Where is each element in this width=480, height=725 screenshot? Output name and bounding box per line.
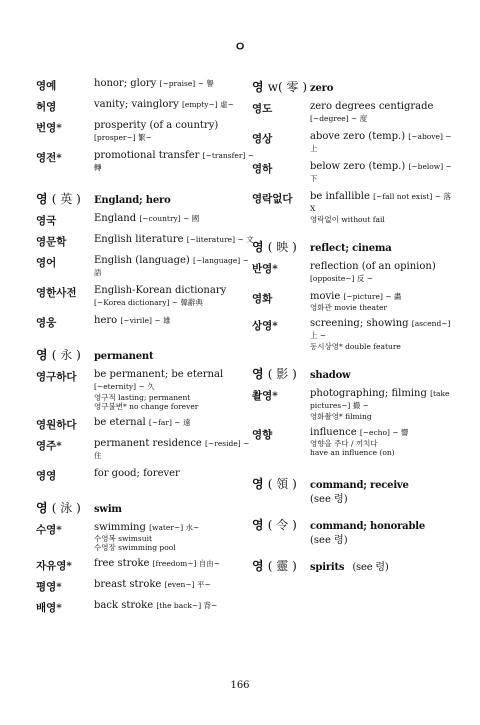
definition-text: influence bbox=[310, 427, 357, 438]
entry-row bbox=[36, 579, 258, 594]
entry-definition bbox=[310, 388, 452, 412]
definition-text: swimming bbox=[94, 522, 146, 533]
headword-korean: 영 bbox=[252, 80, 264, 94]
example-line: have an influence (on) bbox=[310, 448, 395, 457]
entry-body bbox=[310, 161, 452, 185]
etymology: [~eternity] ~ 久 bbox=[94, 382, 155, 391]
entry-headword: 영전* bbox=[36, 152, 62, 164]
section-gloss: command; receive bbox=[310, 480, 409, 491]
entry-body bbox=[94, 255, 258, 279]
entry-row bbox=[252, 261, 452, 285]
etymology: [~transfer] ~ 轉 bbox=[94, 151, 255, 172]
entry-headword: 영원하다 bbox=[36, 419, 77, 431]
entry-body bbox=[94, 120, 258, 144]
entry-headword: 영도 bbox=[252, 103, 273, 115]
dictionary-section bbox=[252, 557, 452, 574]
entry-row bbox=[252, 318, 452, 351]
etymology: [~praise] ~ 譽 bbox=[159, 79, 214, 88]
entry-definition bbox=[94, 150, 258, 174]
entry-definition bbox=[310, 318, 452, 342]
entry-definition bbox=[94, 315, 258, 327]
entry-body bbox=[94, 315, 258, 330]
definition-text: hero bbox=[94, 315, 118, 326]
etymology: [~above] ~ 上 bbox=[310, 132, 452, 153]
etymology: [ascend~] 上 ~ bbox=[310, 319, 451, 340]
entry-row bbox=[252, 291, 452, 312]
section-gloss: England; hero bbox=[94, 195, 171, 206]
dictionary-section bbox=[36, 78, 258, 174]
etymology: [~literature] ~ 文 bbox=[186, 235, 254, 244]
headword-hanja: ( 領 ) bbox=[267, 477, 297, 491]
entry-body bbox=[94, 285, 258, 309]
entry-headword: 영영 bbox=[36, 470, 57, 482]
entry-body bbox=[94, 234, 258, 249]
example-line: 수영복 swimsuit bbox=[94, 534, 152, 543]
entry-headword: 영예 bbox=[36, 80, 57, 92]
section-heading bbox=[36, 190, 258, 207]
entry-definition bbox=[94, 438, 258, 462]
entry-body bbox=[310, 191, 452, 224]
definition-text: prosperity (of a country) bbox=[94, 120, 219, 131]
example-line: 영화촬영* filming bbox=[310, 412, 372, 421]
entry-body bbox=[310, 318, 452, 351]
entry-body bbox=[310, 131, 452, 155]
entry-headword: 영국 bbox=[36, 215, 57, 227]
entry-row bbox=[36, 255, 258, 279]
definition-text: honor; glory bbox=[94, 78, 157, 89]
section-heading bbox=[36, 499, 258, 516]
entry-headword: 상영* bbox=[252, 320, 278, 332]
section-heading bbox=[36, 346, 258, 363]
entry-definition bbox=[310, 291, 452, 303]
entry-headword: 배영* bbox=[36, 602, 62, 614]
etymology: [even~] 平~ bbox=[164, 580, 211, 589]
entry-definition bbox=[94, 255, 258, 279]
section-see-note: (see 령) bbox=[310, 494, 348, 505]
etymology: [~language] ~ 語 bbox=[94, 256, 249, 277]
section-headword bbox=[252, 365, 310, 382]
headword-hanja: ( 英 ) bbox=[51, 192, 81, 206]
example-line: 영향을 주다 / 끼치다 bbox=[310, 439, 378, 448]
entry-definition bbox=[310, 261, 452, 285]
headword-hanja: ( 映 ) bbox=[267, 240, 297, 254]
example-line: 영화관 movie theater bbox=[310, 303, 387, 312]
entry-headword: 영하 bbox=[252, 163, 273, 175]
dictionary-section bbox=[252, 516, 452, 547]
dictionary-section bbox=[252, 365, 452, 457]
example-line: 영구불변* no change forever bbox=[94, 402, 199, 411]
etymology: [~reside] ~ 住 bbox=[94, 439, 250, 460]
entry-definition bbox=[94, 285, 258, 309]
dictionary-section bbox=[252, 78, 452, 224]
etymology: [the back~] 背~ bbox=[156, 601, 218, 610]
definition-text: English-Korean dictionary bbox=[94, 285, 227, 296]
etymology: [take pictures~] 撮 ~ bbox=[310, 389, 450, 410]
entry-row bbox=[252, 161, 452, 185]
entry-definition bbox=[94, 99, 258, 111]
dictionary-section bbox=[36, 499, 258, 615]
headword-korean: 영 bbox=[36, 192, 48, 206]
left-column bbox=[36, 78, 258, 631]
section-gloss: command; honorable bbox=[310, 521, 426, 532]
entry-headword: 자유영* bbox=[36, 560, 72, 572]
etymology: [~Korea dictionary] ~ 韓辭典 bbox=[94, 298, 203, 307]
entry-headword: 수영* bbox=[36, 524, 62, 536]
etymology: [~country] ~ 國 bbox=[139, 214, 200, 223]
entry-row bbox=[36, 369, 258, 411]
headword-korean: 영 bbox=[36, 348, 48, 362]
definition-text: reflection (of an opinion) bbox=[310, 261, 436, 272]
section-gloss: zero bbox=[310, 83, 334, 94]
entry-definition bbox=[94, 369, 258, 393]
entry-row bbox=[252, 427, 452, 457]
etymology: [water~] 水~ bbox=[149, 523, 200, 532]
entry-body bbox=[310, 261, 452, 285]
entry-body bbox=[94, 438, 258, 462]
section-headword bbox=[36, 190, 94, 207]
etymology: [~fall not exist] ~ 落 X bbox=[310, 192, 451, 213]
example-line: 영락없이 without fail bbox=[310, 215, 385, 224]
entry-definition bbox=[310, 161, 452, 185]
entry-headword: 영문학 bbox=[36, 236, 67, 248]
headword-hanja: ( 靈 ) bbox=[267, 559, 297, 573]
entry-row bbox=[36, 522, 258, 552]
headword-hanja: w( 零 ) bbox=[267, 80, 308, 94]
entry-row bbox=[252, 388, 452, 421]
entry-row bbox=[36, 285, 258, 309]
entry-row bbox=[36, 213, 258, 228]
entry-definition bbox=[94, 120, 258, 144]
entry-body bbox=[310, 427, 452, 457]
entry-headword: 촬영* bbox=[252, 390, 278, 402]
entry-row bbox=[36, 78, 258, 93]
entry-headword: 영락없다 bbox=[252, 193, 293, 205]
headword-korean: 영 bbox=[252, 477, 264, 491]
entry-row bbox=[252, 131, 452, 155]
entry-body bbox=[94, 150, 258, 174]
section-gloss: shadow bbox=[310, 370, 351, 381]
entry-headword: 반영* bbox=[252, 263, 278, 275]
definition-text: breast stroke bbox=[94, 579, 162, 590]
definition-text: screening; showing bbox=[310, 318, 409, 329]
entry-definition bbox=[310, 191, 452, 215]
entry-headword: 평영* bbox=[36, 581, 62, 593]
dictionary-section bbox=[36, 346, 258, 483]
etymology: [~degree] ~ 度 bbox=[310, 114, 368, 123]
section-headword bbox=[36, 346, 94, 363]
definition-text: permanent residence bbox=[94, 438, 202, 449]
entry-body bbox=[310, 291, 452, 312]
section-headword bbox=[252, 78, 310, 95]
headword-korean: 영 bbox=[252, 518, 264, 532]
definition-text: English (language) bbox=[94, 255, 190, 266]
headword-hanja: ( 影 ) bbox=[267, 367, 297, 381]
entry-headword: 영구하다 bbox=[36, 371, 77, 383]
entry-body bbox=[94, 468, 258, 483]
etymology: [freedom~] 自由~ bbox=[152, 559, 221, 568]
section-heading bbox=[252, 475, 452, 492]
entry-definition bbox=[310, 131, 452, 155]
section-heading bbox=[252, 365, 452, 382]
entry-definition bbox=[94, 468, 258, 480]
definition-text: back stroke bbox=[94, 600, 154, 611]
etymology: [prosper~] 繁~ bbox=[94, 133, 152, 142]
definition-text: England bbox=[94, 213, 137, 224]
entry-definition bbox=[94, 522, 258, 534]
right-column bbox=[252, 78, 452, 584]
entry-row bbox=[36, 234, 258, 249]
section-heading bbox=[252, 78, 452, 95]
definition-text: be permanent; be eternal bbox=[94, 369, 224, 380]
section-headword bbox=[252, 557, 310, 574]
section-gloss: reflect; cinema bbox=[310, 243, 392, 254]
definition-text: vanity; vainglory bbox=[94, 99, 179, 110]
entry-body bbox=[94, 558, 258, 573]
section-see-note: (see 령) bbox=[310, 535, 348, 546]
entry-row bbox=[36, 120, 258, 144]
section-headword bbox=[252, 238, 310, 255]
entry-body bbox=[310, 101, 452, 125]
section-headword bbox=[36, 499, 94, 516]
entry-definition bbox=[94, 579, 258, 591]
etymology: [empty~] 虛~ bbox=[181, 100, 234, 109]
dictionary-section bbox=[252, 475, 452, 506]
entry-headword: 영주* bbox=[36, 440, 62, 452]
entry-row bbox=[36, 438, 258, 462]
etymology: [~virile] ~ 雄 bbox=[120, 316, 171, 325]
etymology: [~echo] ~ 響 bbox=[359, 428, 409, 437]
section-heading bbox=[252, 238, 452, 255]
entry-body bbox=[94, 78, 258, 93]
entry-body bbox=[94, 417, 258, 432]
entry-definition bbox=[94, 234, 258, 246]
definition-text: movie bbox=[310, 291, 341, 302]
entry-body bbox=[94, 369, 258, 411]
entry-definition bbox=[94, 558, 258, 570]
page-number: 166 bbox=[230, 680, 250, 691]
page-header-letter: ㅇ bbox=[233, 40, 247, 55]
section-headword bbox=[252, 516, 310, 533]
etymology: [~picture] ~ 畵 bbox=[343, 292, 402, 301]
headword-hanja: ( 令 ) bbox=[267, 518, 297, 532]
example-line: 수영장 swimming pool bbox=[94, 543, 176, 552]
section-gloss: spirits bbox=[310, 562, 345, 573]
entry-row bbox=[252, 191, 452, 224]
definition-text: be eternal bbox=[94, 417, 146, 428]
etymology: [~far] ~ 遠 bbox=[148, 418, 191, 427]
entry-definition bbox=[310, 101, 452, 125]
definition-text: for good; forever bbox=[94, 468, 180, 479]
headword-hanja: ( 泳 ) bbox=[51, 501, 81, 515]
entry-headword: 영화 bbox=[252, 293, 273, 305]
entry-row bbox=[36, 417, 258, 432]
definition-text: zero degrees centigrade bbox=[310, 101, 434, 112]
headword-korean: 영 bbox=[252, 559, 264, 573]
entry-headword: 번영* bbox=[36, 122, 62, 134]
entry-row bbox=[36, 150, 258, 174]
etymology: [~below] ~ 下 bbox=[310, 162, 452, 183]
dictionary-section bbox=[252, 238, 452, 351]
definition-text: free stroke bbox=[94, 558, 150, 569]
entry-definition bbox=[94, 417, 258, 429]
section-gloss: permanent bbox=[94, 351, 154, 362]
entry-definition bbox=[94, 213, 258, 225]
entry-body bbox=[94, 213, 258, 228]
dictionary-section bbox=[36, 190, 258, 330]
entry-body bbox=[94, 522, 258, 552]
definition-text: English literature bbox=[94, 234, 184, 245]
entry-row bbox=[36, 468, 258, 483]
entry-headword: 영어 bbox=[36, 257, 57, 269]
headword-korean: 영 bbox=[252, 240, 264, 254]
section-heading bbox=[252, 557, 452, 574]
section-gloss: swim bbox=[94, 504, 122, 515]
definition-text: below zero (temp.) bbox=[310, 161, 406, 172]
definition-text: promotional transfer bbox=[94, 150, 200, 161]
entry-definition bbox=[94, 600, 258, 612]
entry-definition bbox=[94, 78, 258, 90]
section-see-note: (see 령) bbox=[352, 562, 389, 573]
entry-definition bbox=[310, 427, 452, 439]
entry-body bbox=[310, 388, 452, 421]
entry-body bbox=[94, 579, 258, 594]
entry-row bbox=[252, 101, 452, 125]
entry-headword: 영향 bbox=[252, 429, 273, 441]
entry-headword: 영웅 bbox=[36, 317, 57, 329]
definition-text: be infallible bbox=[310, 191, 370, 202]
section-headword bbox=[252, 475, 310, 492]
entry-headword: 영한사전 bbox=[36, 287, 77, 299]
entry-headword: 허영 bbox=[36, 101, 57, 113]
entry-body bbox=[94, 600, 258, 615]
definition-text: above zero (temp.) bbox=[310, 131, 406, 142]
entry-row bbox=[36, 558, 258, 573]
example-line: 영구적 lasting; permanent bbox=[94, 393, 191, 402]
entry-row bbox=[36, 315, 258, 330]
entry-headword: 영상 bbox=[252, 133, 273, 145]
headword-korean: 영 bbox=[252, 367, 264, 381]
section-heading bbox=[252, 516, 452, 533]
entry-row bbox=[36, 600, 258, 615]
etymology: [opposite~] 反 ~ bbox=[310, 274, 374, 283]
entry-row bbox=[36, 99, 258, 114]
definition-text: photographing; filming bbox=[310, 388, 427, 399]
headword-korean: 영 bbox=[36, 501, 48, 515]
entry-body bbox=[94, 99, 258, 114]
headword-hanja: ( 永 ) bbox=[51, 348, 81, 362]
example-line: 동시상영* double feature bbox=[310, 342, 401, 351]
